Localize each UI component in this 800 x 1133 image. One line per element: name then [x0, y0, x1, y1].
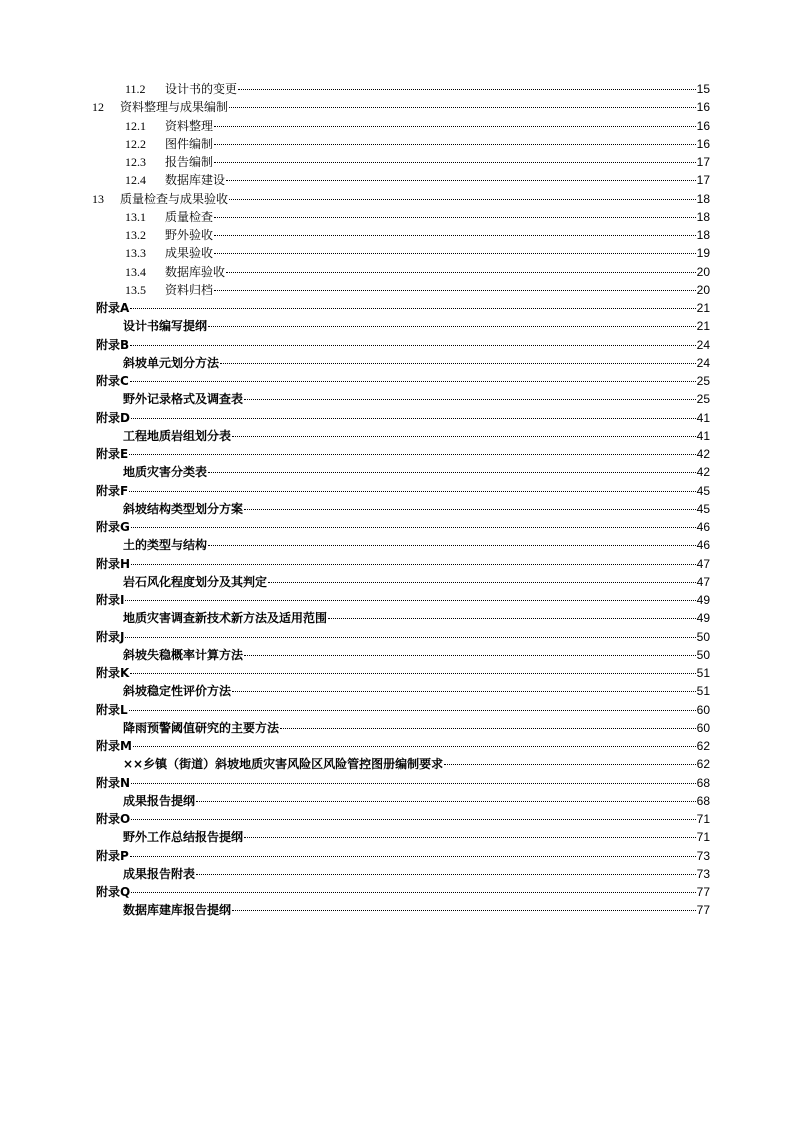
toc-entry-text: 岩石风化程度划分及其判定 — [123, 574, 268, 589]
toc-entry-title — [123, 901, 231, 919]
toc-entry[interactable] — [0, 828, 710, 846]
dot-leader — [208, 325, 696, 327]
toc-entry-page-number: 77 — [696, 885, 710, 899]
dot-leader — [208, 471, 696, 473]
toc-entry-text: 附录C — [96, 374, 129, 388]
toc-entry-title — [96, 372, 129, 390]
toc-entry-title — [96, 482, 128, 500]
toc-entry-page-number: 47 — [696, 556, 710, 571]
toc-entry-page-number: 18 — [696, 209, 710, 224]
toc-entry-page-number: 18 — [696, 228, 710, 242]
toc-entry-title — [96, 555, 130, 573]
toc-entry[interactable] — [0, 336, 710, 354]
dot-leader — [131, 782, 696, 784]
toc-entry-title — [123, 317, 207, 335]
dot-leader — [226, 271, 696, 273]
toc-entry-number: 12.3 — [125, 155, 146, 169]
toc-entry-text: 斜坡稳定性评价方法 — [123, 684, 232, 699]
toc-entry-page-number: 60 — [696, 720, 710, 735]
toc-entry-title — [125, 135, 213, 153]
toc-entry[interactable] — [0, 390, 710, 408]
toc-entry-page-number: 41 — [696, 428, 710, 443]
toc-entry-title — [96, 737, 132, 755]
toc-entry[interactable] — [0, 244, 710, 262]
toc-entry-page-number: 16 — [696, 100, 710, 115]
toc-entry-text: 野外验收 — [165, 228, 214, 242]
toc-entry[interactable] — [0, 591, 710, 609]
toc-entry-title — [96, 299, 129, 317]
toc-entry-title — [123, 573, 267, 591]
toc-entry[interactable] — [0, 135, 710, 153]
toc-entry-text: 附录G — [96, 520, 130, 534]
toc-entry-text: 附录Q — [96, 885, 131, 899]
toc-entry-page-number: 71 — [696, 830, 710, 845]
toc-entry-text: 附录D — [96, 410, 130, 425]
toc-entry[interactable] — [0, 299, 710, 317]
toc-entry-page-number: 51 — [696, 684, 710, 699]
toc-entry-text: 成果验收 — [165, 246, 214, 261]
toc-entry-page-number: 20 — [696, 282, 710, 297]
toc-entry[interactable] — [0, 263, 710, 281]
toc-entry-page-number: 46 — [696, 520, 710, 534]
dot-leader — [229, 106, 696, 108]
toc-entry-text: 附录F — [96, 483, 129, 498]
toc-entry[interactable] — [0, 555, 710, 573]
toc-entry-title — [123, 646, 243, 664]
toc-entry-title — [123, 390, 243, 408]
dot-leader — [129, 490, 695, 492]
toc-entry[interactable] — [0, 518, 710, 536]
toc-entry[interactable] — [0, 226, 710, 244]
toc-entry[interactable] — [0, 664, 710, 682]
toc-entry-title — [123, 792, 195, 810]
toc-entry[interactable] — [0, 354, 710, 372]
dot-leader — [214, 289, 696, 291]
dot-leader — [125, 599, 695, 601]
toc-entry-page-number: 68 — [696, 793, 710, 808]
dot-leader — [131, 563, 696, 565]
toc-entry[interactable] — [0, 117, 710, 135]
toc-entry-page-number: 25 — [696, 374, 710, 388]
toc-entry-page-number: 47 — [696, 574, 710, 589]
toc-entry[interactable] — [0, 463, 710, 481]
toc-entry[interactable] — [0, 536, 710, 554]
toc-entry[interactable] — [0, 737, 710, 755]
toc-entry[interactable] — [0, 755, 710, 773]
dot-leader — [244, 398, 696, 400]
toc-entry-page-number: 62 — [696, 757, 710, 772]
dot-leader — [214, 234, 696, 236]
dot-leader — [280, 727, 696, 729]
toc-entry[interactable] — [0, 317, 710, 335]
toc-entry-text: 附录O — [96, 812, 131, 826]
toc-entry-page-number: 24 — [696, 337, 710, 352]
toc-entry-title — [96, 445, 128, 463]
toc-entry-text: 斜坡失稳概率计算方法 — [123, 647, 244, 662]
toc-entry-text: 地质灾害调查新技术新方法及适用范围 — [123, 611, 328, 626]
toc-entry-page-number: 46 — [696, 538, 710, 553]
toc-entry-title — [96, 774, 130, 792]
toc-entry-text: 附录K — [96, 666, 130, 680]
dot-leader — [214, 252, 696, 254]
toc-entry-page-number: 50 — [696, 647, 710, 662]
toc-entry-title — [96, 591, 124, 609]
toc-entry-page-number: 73 — [696, 866, 710, 881]
toc-entry-page-number: 21 — [696, 319, 710, 334]
dot-leader — [232, 690, 696, 692]
toc-entry-title — [125, 244, 213, 262]
dot-leader — [125, 636, 695, 638]
toc-entry[interactable] — [0, 208, 710, 226]
dot-leader — [129, 709, 696, 711]
toc-entry-title — [96, 664, 129, 682]
toc-entry-text: ××乡镇（街道）斜坡地质灾害风险区风险管控图册编制要求 — [123, 757, 444, 772]
dot-leader — [131, 891, 695, 893]
toc-entry-title — [125, 263, 225, 281]
toc-entry-text: 野外记录格式及调查表 — [123, 392, 244, 407]
dot-leader — [133, 745, 696, 747]
toc-entry-title — [123, 463, 207, 481]
toc-entry-text: 成果报告附表 — [123, 866, 196, 881]
toc-entry-text: 质量检查 — [165, 209, 214, 224]
toc-entry-page-number: 25 — [696, 392, 710, 407]
toc-entry-title — [92, 190, 228, 208]
toc-entry[interactable] — [0, 171, 710, 189]
toc-entry[interactable] — [0, 281, 710, 299]
toc-entry-page-number: 17 — [696, 155, 710, 169]
toc-entry[interactable] — [0, 609, 710, 627]
toc-entry-text: 附录M — [96, 739, 132, 753]
toc-entry-page-number: 42 — [696, 447, 710, 461]
toc-entry[interactable] — [0, 445, 710, 463]
dot-leader — [226, 179, 696, 181]
dot-leader — [229, 198, 696, 200]
toc-entry-title — [123, 536, 207, 554]
toc-entry[interactable] — [0, 573, 710, 591]
toc-entry-page-number: 73 — [696, 848, 710, 863]
toc-entry[interactable] — [0, 80, 710, 98]
toc-entry-number: 13 — [92, 191, 104, 206]
dot-leader — [328, 617, 696, 619]
toc-entry-text: 地质灾害分类表 — [123, 465, 208, 480]
toc-entry-title — [125, 171, 225, 189]
toc-entry-number: 13.4 — [125, 264, 146, 279]
dot-leader — [214, 143, 696, 145]
toc-entry-title — [123, 719, 279, 737]
toc-entry[interactable] — [0, 190, 710, 208]
dot-leader — [214, 125, 696, 127]
dot-leader — [238, 88, 696, 90]
toc-entry-page-number: 68 — [696, 775, 710, 790]
toc-entry-page-number: 77 — [696, 903, 710, 918]
toc-entry-text: 斜坡单元划分方法 — [123, 355, 220, 370]
toc-entry-title — [123, 500, 243, 518]
toc-entry-title — [92, 98, 228, 116]
toc-entry-page-number: 41 — [696, 410, 710, 425]
toc-entry-text: 资料整理 — [165, 118, 214, 133]
dot-leader — [131, 818, 695, 820]
toc-entry[interactable] — [0, 482, 710, 500]
toc-entry-title — [96, 409, 130, 427]
toc-entry-title — [125, 117, 213, 135]
toc-entry-title — [96, 810, 130, 828]
toc-entry[interactable] — [0, 901, 710, 919]
toc-entry-page-number: 60 — [696, 702, 710, 717]
dot-leader — [196, 873, 696, 875]
toc-entry[interactable] — [0, 427, 710, 445]
toc-entry-text: 设计书编写提纲 — [123, 319, 208, 334]
toc-entry[interactable] — [0, 883, 710, 901]
dot-leader — [129, 453, 695, 455]
toc-entry-text: 质量检查与成果验收 — [120, 191, 229, 206]
toc-entry-title — [125, 80, 237, 98]
toc-entry-title — [123, 427, 231, 445]
toc-entry[interactable] — [0, 98, 710, 116]
toc-entry-text: 资料整理与成果编制 — [120, 100, 229, 115]
dot-leader — [232, 435, 696, 437]
dot-leader — [244, 836, 696, 838]
toc-entry-title — [96, 701, 128, 719]
toc-entry-number: 13.3 — [125, 246, 146, 261]
toc-entry-page-number: 19 — [696, 246, 710, 261]
toc-entry-number: 12 — [92, 100, 104, 115]
toc-entry[interactable] — [0, 847, 710, 865]
toc-entry-text: 附录I — [96, 593, 125, 607]
toc-entry-text: 附录A — [96, 301, 130, 315]
toc-entry[interactable] — [0, 500, 710, 518]
toc-entry-text: 设计书的变更 — [165, 82, 238, 96]
dot-leader — [244, 508, 696, 510]
dot-leader — [130, 307, 695, 309]
toc-entry-text: 土的类型与结构 — [123, 538, 208, 553]
toc-entry-page-number: 15 — [696, 82, 710, 96]
toc-entry-page-number: 45 — [696, 483, 710, 498]
toc-entry-text: 附录J — [96, 629, 125, 644]
toc-entry-number: 12.2 — [125, 136, 146, 151]
toc-entry-title — [96, 518, 130, 536]
toc-entry-page-number: 51 — [696, 666, 710, 680]
toc-entry-text: 附录N — [96, 775, 131, 790]
toc-entry-page-number: 18 — [696, 191, 710, 206]
toc-entry-title — [123, 755, 443, 773]
dot-leader — [268, 581, 696, 583]
toc-entry-number: 13.2 — [125, 228, 146, 242]
toc-entry[interactable] — [0, 646, 710, 664]
toc-entry-title — [125, 153, 213, 171]
toc-entry-title — [96, 336, 129, 354]
toc-entry-title — [125, 208, 213, 226]
dot-leader — [131, 417, 696, 419]
toc-entry-text: 工程地质岩组划分表 — [123, 428, 232, 443]
toc-entry[interactable] — [0, 153, 710, 171]
dot-leader — [214, 216, 696, 218]
toc-entry-page-number: 20 — [696, 264, 710, 279]
toc-entry-text: 野外工作总结报告提纲 — [123, 830, 244, 845]
toc-entry-text: 附录H — [96, 556, 131, 571]
toc-entry[interactable] — [0, 865, 710, 883]
toc-entry-number: 13.1 — [125, 209, 146, 224]
dot-leader — [208, 544, 696, 546]
toc-entry[interactable] — [0, 372, 710, 390]
toc-entry-text: 数据库建库报告提纲 — [123, 903, 232, 918]
toc-entry-title — [96, 628, 124, 646]
dot-leader — [214, 161, 696, 163]
toc-entry-page-number: 50 — [696, 629, 710, 644]
dot-leader — [220, 362, 696, 364]
toc-entry[interactable] — [0, 409, 710, 427]
dot-leader — [131, 526, 696, 528]
toc-entry-text: 降雨预警阈值研究的主要方法 — [123, 720, 280, 735]
toc-entry-text: 报告编制 — [165, 155, 214, 169]
toc-entry[interactable] — [0, 701, 710, 719]
toc-entry-page-number: 42 — [696, 465, 710, 480]
table-of-contents — [0, 80, 800, 920]
toc-entry-page-number: 49 — [696, 611, 710, 626]
toc-entry-title — [123, 609, 327, 627]
toc-entry-title — [96, 847, 129, 865]
toc-entry-text: 附录E — [96, 447, 129, 461]
dot-leader — [130, 855, 696, 857]
toc-entry-page-number: 45 — [696, 501, 710, 516]
toc-entry[interactable] — [0, 774, 710, 792]
dot-leader — [130, 380, 696, 382]
toc-entry-number: 12.4 — [125, 173, 146, 188]
toc-entry-title — [125, 226, 213, 244]
toc-entry-text: 数据库建设 — [165, 173, 226, 188]
dot-leader — [444, 763, 696, 765]
dot-leader — [130, 344, 695, 346]
toc-entry-title — [96, 883, 130, 901]
toc-entry-text: 附录P — [96, 848, 129, 863]
toc-entry[interactable] — [0, 792, 710, 810]
toc-entry-text: 数据库验收 — [165, 264, 226, 279]
toc-entry-text: 成果报告提纲 — [123, 793, 196, 808]
toc-entry-number: 12.1 — [125, 118, 146, 133]
dot-leader — [232, 909, 696, 911]
toc-entry-text: 附录L — [96, 702, 128, 717]
toc-entry-title — [123, 682, 231, 700]
toc-entry-page-number: 16 — [696, 136, 710, 151]
toc-entry-title — [125, 281, 213, 299]
toc-entry-text: 斜坡结构类型划分方案 — [123, 501, 244, 516]
toc-entry-number: 11.2 — [125, 82, 146, 96]
toc-entry[interactable] — [0, 628, 710, 646]
toc-entry-page-number: 62 — [696, 739, 710, 753]
toc-entry-page-number: 24 — [696, 355, 710, 370]
toc-entry-title — [123, 354, 219, 372]
toc-entry-text: 附录B — [96, 337, 130, 352]
dot-leader — [244, 654, 696, 656]
toc-entry[interactable] — [0, 682, 710, 700]
toc-entry-title — [123, 865, 195, 883]
toc-entry[interactable] — [0, 810, 710, 828]
dot-leader — [196, 800, 696, 802]
toc-entry-title — [123, 828, 243, 846]
toc-entry-page-number: 71 — [696, 812, 710, 826]
toc-entry-text: 资料归档 — [165, 282, 214, 297]
dot-leader — [130, 672, 695, 674]
toc-entry[interactable] — [0, 719, 710, 737]
toc-entry-page-number: 49 — [696, 593, 710, 607]
toc-entry-page-number: 21 — [696, 301, 710, 315]
toc-entry-page-number: 16 — [696, 118, 710, 133]
toc-entry-text: 图件编制 — [165, 136, 214, 151]
toc-entry-number: 13.5 — [125, 282, 146, 297]
toc-entry-page-number: 17 — [696, 173, 710, 188]
